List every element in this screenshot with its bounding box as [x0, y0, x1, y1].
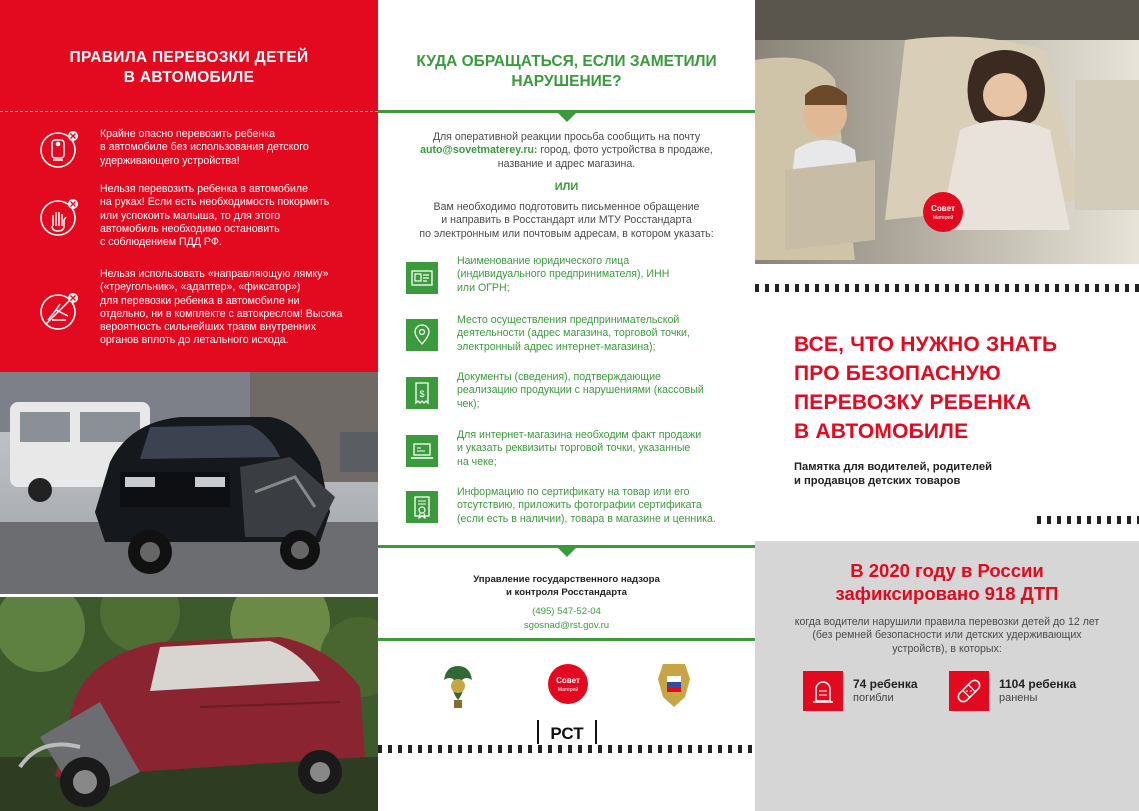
main-title: ВСЕ, ЧТО НУЖНО ЗНАТЬ ПРО БЕЗОПАСНУЮ ПЕРЕВОЗКУ РЕБЕНКА В АВТОМОБИЛЕ	[794, 333, 1058, 443]
dashed-line	[378, 745, 755, 753]
intro-text: Для оперативной реакции просьба сообщить на почту auto@sovetmaterey.ru: город, фото устройства в продаже, название и адрес магазина.	[420, 131, 713, 170]
crashed-car-photo	[0, 372, 378, 594]
letter-text: Вам необходимо подготовить письменное обращение и направить в Росстандарт или МТУ Росстандарта по электронным или почтовым адресам, в котором указать:	[419, 201, 714, 240]
rule-text: Нельзя перевозить ребенка в автомобиле на руках! Если есть необходимость покормить или успокоить малыша, то для этого автомобиль необходимо остановить с соблюдением ПДД РФ.	[100, 183, 330, 249]
org-phone[interactable]: (495) 547-52-04	[532, 606, 601, 617]
requirement-text: Для интернет-магазина необходим факт продажи и указать реквизиты торговой точки, указанные на чеке;	[457, 429, 702, 468]
statistics-title: В 2020 году в России зафиксировано 918 ДТП	[835, 560, 1059, 604]
svg-text:РСТ: РСТ	[550, 724, 584, 743]
divider-notch	[558, 548, 576, 557]
statistics-section	[755, 541, 1139, 811]
green-divider	[378, 638, 755, 641]
right-panel	[755, 0, 1139, 811]
svg-text:$: $	[419, 389, 425, 399]
rules-section	[0, 0, 378, 372]
requirement-text: Место осуществления предпринимательской деятельности (адрес магазина, торговой точки, электронный адрес интернет-магазина);	[457, 314, 690, 353]
tombstone-icon	[803, 671, 843, 711]
svg-text:Совет: Совет	[931, 204, 955, 213]
or-label: ИЛИ	[554, 181, 579, 193]
statistics-text: когда водители нарушили правила перевозки детей до 12 лет (без ремней безопасности или детских удерживающих устройств), в которых:	[794, 616, 1100, 655]
rules-divider	[0, 111, 378, 112]
rules-title: ПРАВИЛА ПЕРЕВОЗКИ ДЕТЕЙ В АВТОМОБИЛЕ	[69, 49, 309, 86]
org-email[interactable]: sgosnad@rst.gov.ru	[523, 620, 610, 631]
requirement-text: Информацию по сертификату на товар или его отсутствию, приложить фотографии сертификата (если есть в наличии), товара в магазине и ценника.	[457, 486, 716, 525]
dashed-line	[1037, 516, 1139, 524]
dashed-line	[755, 284, 1139, 292]
minpromtorg-emblem	[444, 666, 472, 708]
child-seat-crossed-icon	[38, 128, 82, 172]
rst-logo	[535, 718, 599, 746]
stat-label: погибли	[853, 692, 894, 704]
mother-child-car-photo	[755, 0, 1139, 264]
svg-text:Совет: Совет	[556, 676, 580, 685]
rule-text: Нельзя использовать «направляющую лямку» («треугольник», «адаптер», «фиксатор») для перевозки ребенка в автомобиле ни отдельно, ни в комплекте с автокреслом! Высока вероятность сильнейших травм внутренних органов вплоть до летального исхода.	[100, 268, 343, 347]
partner-logos	[378, 656, 755, 716]
hand-stop-crossed-icon	[38, 196, 82, 240]
stat-label: ранены	[999, 692, 1038, 704]
middle-panel	[378, 0, 755, 811]
stat-number: 1104 ребенка	[999, 677, 1077, 691]
certificate-icon	[406, 491, 438, 523]
svg-text:Матерей: Матерей	[932, 215, 954, 221]
id-card-icon	[406, 262, 438, 294]
receipt-icon	[406, 377, 438, 409]
divider-notch	[558, 113, 576, 122]
laptop-icon	[406, 435, 438, 467]
left-panel	[0, 0, 378, 811]
report-title: КУДА ОБРАЩАТЬСЯ, ЕСЛИ ЗАМЕТИЛИ НАРУШЕНИЕ?	[416, 53, 717, 90]
rule-text: Крайне опасно перевозить ребенка в автомобиле без использования детского удерживающего устройства!	[100, 128, 309, 167]
requirement-text: Наименование юридического лица (индивидуального предпринимателя), ИНН или ОГРН;	[457, 255, 670, 294]
stat-number: 74 ребенка	[853, 677, 918, 691]
requirement-text: Документы (сведения), подтверждающие реализацию продукции с нарушениями (кассовый чек);	[457, 371, 704, 410]
report-email-link[interactable]: auto@sovetmaterey.ru:	[420, 144, 538, 157]
traffic-police-emblem	[658, 664, 690, 707]
svg-text:Матерей: Матерей	[557, 687, 579, 693]
organization-name: Управление государственного надзора и контроля Росстандарта	[473, 574, 660, 598]
location-pin-icon	[406, 319, 438, 351]
sovet-materey-logo	[548, 664, 588, 704]
main-subtitle: Памятка для водителей, родителей и продавцов детских товаров	[794, 461, 992, 487]
crashed-red-car-photo	[0, 597, 378, 811]
seat-strap-crossed-icon	[38, 290, 82, 334]
bandage-icon	[949, 671, 989, 711]
